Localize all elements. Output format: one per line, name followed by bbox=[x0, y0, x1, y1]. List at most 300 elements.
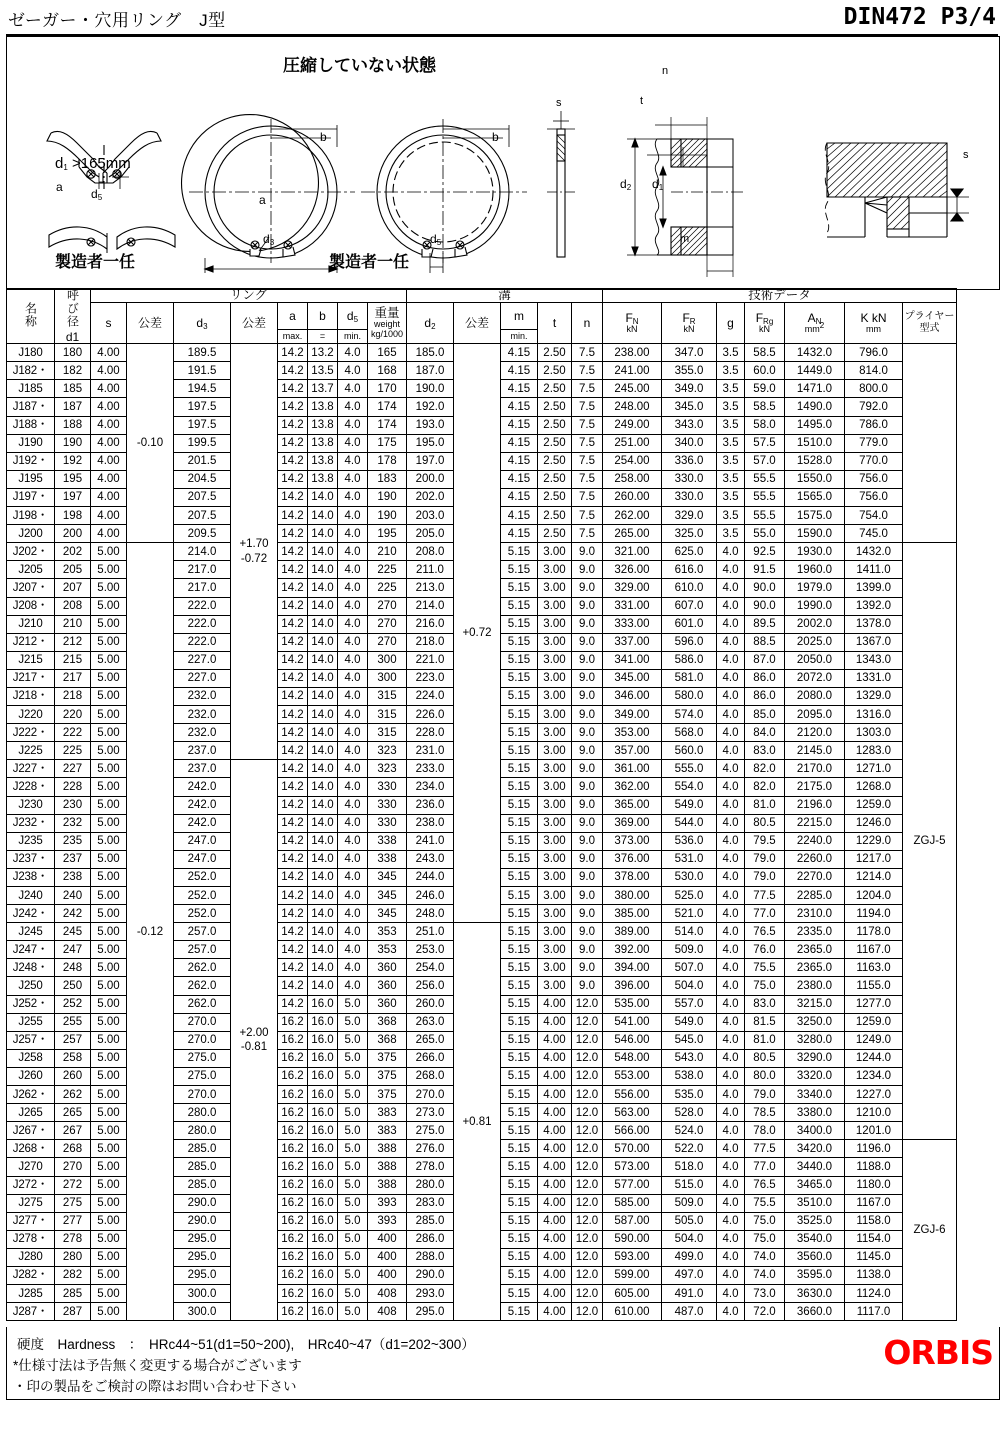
cell-b: 13.7 bbox=[308, 380, 338, 398]
cell-n: 9.0 bbox=[572, 724, 603, 742]
cell-tolerance-d2: +0.81 bbox=[454, 923, 501, 1321]
cell-d2: 211.0 bbox=[407, 561, 454, 579]
cell-a: 16.2 bbox=[278, 1086, 308, 1104]
cell-g: 4.0 bbox=[717, 850, 745, 868]
cell-an: 3400.0 bbox=[785, 1122, 845, 1140]
cell-s: 5.00 bbox=[91, 724, 127, 742]
cell-g: 4.0 bbox=[717, 561, 745, 579]
cell-weight: 300 bbox=[368, 669, 407, 687]
cell-name: J180 bbox=[7, 344, 55, 362]
cell-d1: 210 bbox=[55, 615, 91, 633]
cell-s: 5.00 bbox=[91, 1158, 127, 1176]
cell-d1: 225 bbox=[55, 742, 91, 760]
cell-fn: 262.00 bbox=[603, 507, 662, 525]
cell-d5: 5.0 bbox=[338, 1285, 368, 1303]
cell-d3: 197.5 bbox=[174, 398, 231, 416]
cell-a: 14.2 bbox=[278, 868, 308, 886]
cell-d5: 4.0 bbox=[338, 633, 368, 651]
diagram-label-m: m bbox=[680, 233, 690, 245]
cell-a: 16.2 bbox=[278, 1049, 308, 1067]
cell-an: 2050.0 bbox=[785, 651, 845, 669]
cell-d3: 217.0 bbox=[174, 579, 231, 597]
cell-weight: 190 bbox=[368, 488, 407, 506]
cell-b: 16.0 bbox=[308, 1158, 338, 1176]
cell-k: 1178.0 bbox=[845, 923, 903, 941]
cell-fr: 574.0 bbox=[662, 706, 717, 724]
cell-fr: 596.0 bbox=[662, 633, 717, 651]
cell-frg: 91.5 bbox=[745, 561, 785, 579]
cell-an: 1565.0 bbox=[785, 488, 845, 506]
cell-d5: 4.0 bbox=[338, 488, 368, 506]
cell-g: 4.0 bbox=[717, 977, 745, 995]
cell-d5: 4.0 bbox=[338, 434, 368, 452]
cell-n: 12.0 bbox=[572, 1031, 603, 1049]
cell-d3: 207.5 bbox=[174, 488, 231, 506]
cell-weight: 345 bbox=[368, 868, 407, 886]
cell-s: 5.00 bbox=[91, 633, 127, 651]
cell-t: 2.50 bbox=[538, 488, 572, 506]
cell-m: 5.15 bbox=[501, 959, 538, 977]
cell-an: 3320.0 bbox=[785, 1067, 845, 1085]
assembly-section-view bbox=[825, 143, 969, 237]
cell-a: 14.2 bbox=[278, 615, 308, 633]
cell-d1: 252 bbox=[55, 995, 91, 1013]
cell-k: 1259.0 bbox=[845, 796, 903, 814]
cell-n: 7.5 bbox=[572, 434, 603, 452]
cell-frg: 90.0 bbox=[745, 597, 785, 615]
cell-frg: 79.0 bbox=[745, 850, 785, 868]
cell-fn: 599.00 bbox=[603, 1266, 662, 1284]
cell-weight: 393 bbox=[368, 1194, 407, 1212]
cell-d5: 4.0 bbox=[338, 941, 368, 959]
cell-weight: 330 bbox=[368, 814, 407, 832]
cell-fr: 499.0 bbox=[662, 1248, 717, 1266]
cell-fn: 587.00 bbox=[603, 1212, 662, 1230]
cell-t: 3.00 bbox=[538, 814, 572, 832]
cell-g: 4.0 bbox=[717, 742, 745, 760]
cell-t: 3.00 bbox=[538, 543, 572, 561]
cell-fr: 580.0 bbox=[662, 687, 717, 705]
cell-fn: 369.00 bbox=[603, 814, 662, 832]
cell-s: 5.00 bbox=[91, 796, 127, 814]
cell-name: J197・ bbox=[7, 488, 55, 506]
cell-weight: 388 bbox=[368, 1176, 407, 1194]
cell-t: 3.00 bbox=[538, 579, 572, 597]
cell-g: 4.0 bbox=[717, 778, 745, 796]
footer-hardness: 硬度 Hardness ： HRc44~51(d1=50~200), HRc40~47（d1=202~300） bbox=[17, 1337, 475, 1352]
cell-d5: 4.0 bbox=[338, 651, 368, 669]
cell-a: 14.2 bbox=[278, 434, 308, 452]
cell-d2: 233.0 bbox=[407, 760, 454, 778]
cell-d5: 4.0 bbox=[338, 724, 368, 742]
cell-name: J232・ bbox=[7, 814, 55, 832]
cell-d3: 300.0 bbox=[174, 1303, 231, 1321]
cell-s: 4.00 bbox=[91, 362, 127, 380]
cell-d3: 222.0 bbox=[174, 615, 231, 633]
cell-frg: 55.5 bbox=[745, 488, 785, 506]
cell-m: 5.15 bbox=[501, 1140, 538, 1158]
cell-d2: 202.0 bbox=[407, 488, 454, 506]
cell-d5: 4.0 bbox=[338, 706, 368, 724]
cell-fr: 505.0 bbox=[662, 1212, 717, 1230]
cell-fr: 555.0 bbox=[662, 760, 717, 778]
cell-s: 5.00 bbox=[91, 687, 127, 705]
cell-d5: 4.0 bbox=[338, 669, 368, 687]
cell-g: 4.0 bbox=[717, 832, 745, 850]
cell-b: 14.0 bbox=[308, 760, 338, 778]
diagram-panel bbox=[6, 36, 1000, 290]
cell-d2: 241.0 bbox=[407, 832, 454, 850]
cell-s: 5.00 bbox=[91, 868, 127, 886]
cell-k: 1303.0 bbox=[845, 724, 903, 742]
cell-k: 800.0 bbox=[845, 380, 903, 398]
cell-an: 3280.0 bbox=[785, 1031, 845, 1049]
cell-m: 4.15 bbox=[501, 344, 538, 362]
cell-g: 4.0 bbox=[717, 579, 745, 597]
cell-b: 16.0 bbox=[308, 1248, 338, 1266]
cell-m: 5.15 bbox=[501, 1158, 538, 1176]
cell-name: J235 bbox=[7, 832, 55, 850]
diagram-label-b-1: b bbox=[320, 130, 327, 144]
cell-d5: 4.0 bbox=[338, 344, 368, 362]
cell-s: 4.00 bbox=[91, 398, 127, 416]
cell-s: 5.00 bbox=[91, 651, 127, 669]
cell-an: 2175.0 bbox=[785, 778, 845, 796]
cell-weight: 383 bbox=[368, 1122, 407, 1140]
cell-d2: 195.0 bbox=[407, 434, 454, 452]
cell-fn: 394.00 bbox=[603, 959, 662, 977]
cell-name: J272・ bbox=[7, 1176, 55, 1194]
cell-d2: 283.0 bbox=[407, 1194, 454, 1212]
cell-k: 1155.0 bbox=[845, 977, 903, 995]
cell-name: J222・ bbox=[7, 724, 55, 742]
cell-t: 4.00 bbox=[538, 1230, 572, 1248]
cell-m: 5.15 bbox=[501, 778, 538, 796]
cell-d1: 188 bbox=[55, 416, 91, 434]
cell-frg: 84.0 bbox=[745, 724, 785, 742]
cell-s: 4.00 bbox=[91, 470, 127, 488]
cell-d3: 262.0 bbox=[174, 995, 231, 1013]
cell-d3: 189.5 bbox=[174, 344, 231, 362]
cell-n: 9.0 bbox=[572, 742, 603, 760]
cell-b: 16.0 bbox=[308, 1104, 338, 1122]
cell-weight: 400 bbox=[368, 1248, 407, 1266]
cell-weight: 375 bbox=[368, 1067, 407, 1085]
col-group-tech: 技術データ bbox=[603, 289, 957, 303]
cell-d1: 267 bbox=[55, 1122, 91, 1140]
cell-frg: 79.0 bbox=[745, 868, 785, 886]
cell-name: J252・ bbox=[7, 995, 55, 1013]
cell-b: 14.0 bbox=[308, 977, 338, 995]
cell-d2: 185.0 bbox=[407, 344, 454, 362]
cell-weight: 375 bbox=[368, 1049, 407, 1067]
cell-fr: 568.0 bbox=[662, 724, 717, 742]
cell-g: 4.0 bbox=[717, 706, 745, 724]
cell-weight: 408 bbox=[368, 1285, 407, 1303]
col-header-g: g bbox=[717, 303, 745, 344]
cell-a: 14.2 bbox=[278, 633, 308, 651]
cell-g: 4.0 bbox=[717, 1248, 745, 1266]
cell-d2: 226.0 bbox=[407, 706, 454, 724]
cell-frg: 90.0 bbox=[745, 579, 785, 597]
cell-d3: 232.0 bbox=[174, 724, 231, 742]
cell-weight: 345 bbox=[368, 905, 407, 923]
cell-t: 4.00 bbox=[538, 1285, 572, 1303]
cell-d2: 280.0 bbox=[407, 1176, 454, 1194]
cell-m: 5.15 bbox=[501, 1303, 538, 1321]
diagram-caption-uncompressed: 圧縮していない状態 bbox=[283, 56, 436, 75]
cell-tolerance-d3: +1.70 -0.72 bbox=[231, 344, 278, 760]
cell-s: 5.00 bbox=[91, 959, 127, 977]
cell-a: 14.2 bbox=[278, 380, 308, 398]
cell-b: 13.8 bbox=[308, 398, 338, 416]
cell-d2: 273.0 bbox=[407, 1104, 454, 1122]
cell-s: 5.00 bbox=[91, 1086, 127, 1104]
cell-name: J220 bbox=[7, 706, 55, 724]
cell-d2: 193.0 bbox=[407, 416, 454, 434]
cell-fr: 524.0 bbox=[662, 1122, 717, 1140]
cell-name: J278・ bbox=[7, 1230, 55, 1248]
cell-d3: 222.0 bbox=[174, 633, 231, 651]
cell-d2: 203.0 bbox=[407, 507, 454, 525]
cell-d2: 263.0 bbox=[407, 1013, 454, 1031]
cell-t: 3.00 bbox=[538, 760, 572, 778]
cell-d3: 194.5 bbox=[174, 380, 231, 398]
cell-d1: 208 bbox=[55, 597, 91, 615]
cell-fr: 528.0 bbox=[662, 1104, 717, 1122]
cell-a: 14.2 bbox=[278, 995, 308, 1013]
cell-n: 12.0 bbox=[572, 1158, 603, 1176]
cell-d1: 278 bbox=[55, 1230, 91, 1248]
cell-a: 14.2 bbox=[278, 362, 308, 380]
cell-name: J248・ bbox=[7, 959, 55, 977]
cell-an: 2120.0 bbox=[785, 724, 845, 742]
cell-n: 12.0 bbox=[572, 1194, 603, 1212]
cell-g: 4.0 bbox=[717, 724, 745, 742]
cell-n: 12.0 bbox=[572, 995, 603, 1013]
cell-frg: 87.0 bbox=[745, 651, 785, 669]
cell-frg: 83.0 bbox=[745, 742, 785, 760]
cell-an: 1550.0 bbox=[785, 470, 845, 488]
cell-a: 14.2 bbox=[278, 850, 308, 868]
cell-t: 2.50 bbox=[538, 452, 572, 470]
cell-frg: 74.0 bbox=[745, 1266, 785, 1284]
cell-m: 5.15 bbox=[501, 1266, 538, 1284]
cell-g: 4.0 bbox=[717, 887, 745, 905]
cell-d1: 187 bbox=[55, 398, 91, 416]
cell-t: 3.00 bbox=[538, 651, 572, 669]
cell-n: 9.0 bbox=[572, 796, 603, 814]
cell-an: 2270.0 bbox=[785, 868, 845, 886]
cell-an: 1528.0 bbox=[785, 452, 845, 470]
cell-weight: 400 bbox=[368, 1266, 407, 1284]
col-header-nominal: 呼び径 d1 bbox=[55, 289, 91, 344]
cell-n: 12.0 bbox=[572, 1176, 603, 1194]
table-body bbox=[7, 344, 957, 1321]
cell-name: J245 bbox=[7, 923, 55, 941]
cell-d5: 4.0 bbox=[338, 959, 368, 977]
cell-a: 14.2 bbox=[278, 543, 308, 561]
cell-b: 14.0 bbox=[308, 507, 338, 525]
cell-t: 4.00 bbox=[538, 1158, 572, 1176]
cell-n: 9.0 bbox=[572, 615, 603, 633]
cell-fn: 353.00 bbox=[603, 724, 662, 742]
cell-t: 3.00 bbox=[538, 742, 572, 760]
cell-fr: 491.0 bbox=[662, 1285, 717, 1303]
cell-fr: 586.0 bbox=[662, 651, 717, 669]
cell-d2: 244.0 bbox=[407, 868, 454, 886]
cell-d2: 288.0 bbox=[407, 1248, 454, 1266]
cell-b: 14.0 bbox=[308, 561, 338, 579]
cell-fn: 361.00 bbox=[603, 760, 662, 778]
cell-b: 14.0 bbox=[308, 724, 338, 742]
cell-frg: 60.0 bbox=[745, 362, 785, 380]
cell-weight: 315 bbox=[368, 724, 407, 742]
cell-k: 1194.0 bbox=[845, 905, 903, 923]
cell-k: 754.0 bbox=[845, 507, 903, 525]
cell-fr: 581.0 bbox=[662, 669, 717, 687]
cell-frg: 76.5 bbox=[745, 1176, 785, 1194]
cell-weight: 225 bbox=[368, 579, 407, 597]
cell-a: 14.2 bbox=[278, 470, 308, 488]
cell-a: 16.2 bbox=[278, 1031, 308, 1049]
cell-frg: 86.0 bbox=[745, 687, 785, 705]
cell-an: 2196.0 bbox=[785, 796, 845, 814]
cell-fr: 554.0 bbox=[662, 778, 717, 796]
cell-g: 4.0 bbox=[717, 597, 745, 615]
cell-fr: 557.0 bbox=[662, 995, 717, 1013]
cell-t: 2.50 bbox=[538, 362, 572, 380]
cell-g: 4.0 bbox=[717, 1266, 745, 1284]
cell-m: 5.15 bbox=[501, 1067, 538, 1085]
cell-an: 1590.0 bbox=[785, 525, 845, 543]
cell-m: 5.15 bbox=[501, 1049, 538, 1067]
cell-fn: 385.00 bbox=[603, 905, 662, 923]
col-header-t: t bbox=[538, 303, 572, 344]
cell-weight: 330 bbox=[368, 796, 407, 814]
cell-d3: 252.0 bbox=[174, 868, 231, 886]
cell-fn: 362.00 bbox=[603, 778, 662, 796]
cell-an: 3465.0 bbox=[785, 1176, 845, 1194]
cell-k: 1167.0 bbox=[845, 941, 903, 959]
cell-d3: 257.0 bbox=[174, 941, 231, 959]
cell-d3: 285.0 bbox=[174, 1158, 231, 1176]
cell-fr: 330.0 bbox=[662, 470, 717, 488]
cell-m: 4.15 bbox=[501, 525, 538, 543]
cell-weight: 270 bbox=[368, 633, 407, 651]
cell-k: 796.0 bbox=[845, 344, 903, 362]
cell-n: 9.0 bbox=[572, 778, 603, 796]
cell-g: 4.0 bbox=[717, 796, 745, 814]
cell-name: J190 bbox=[7, 434, 55, 452]
cell-d5: 4.0 bbox=[338, 398, 368, 416]
cell-frg: 57.0 bbox=[745, 452, 785, 470]
cell-weight: 345 bbox=[368, 887, 407, 905]
cell-b: 14.0 bbox=[308, 597, 338, 615]
cell-weight: 368 bbox=[368, 1013, 407, 1031]
col-subheader-m-min: min. bbox=[501, 329, 538, 343]
cell-n: 12.0 bbox=[572, 1266, 603, 1284]
cell-fr: 330.0 bbox=[662, 488, 717, 506]
cell-k: 1367.0 bbox=[845, 633, 903, 651]
cell-fn: 577.00 bbox=[603, 1176, 662, 1194]
cell-frg: 76.5 bbox=[745, 923, 785, 941]
diagram-maker-note-mid: 製造者一任 bbox=[329, 254, 410, 271]
cell-d2: 290.0 bbox=[407, 1266, 454, 1284]
cell-d2: 275.0 bbox=[407, 1122, 454, 1140]
cell-s: 4.00 bbox=[91, 525, 127, 543]
cell-k: 756.0 bbox=[845, 470, 903, 488]
cell-d2: 205.0 bbox=[407, 525, 454, 543]
cell-fn: 329.00 bbox=[603, 579, 662, 597]
cell-m: 5.15 bbox=[501, 742, 538, 760]
diagram-label-a-1: a bbox=[259, 193, 266, 207]
cell-an: 3420.0 bbox=[785, 1140, 845, 1158]
cell-fn: 248.00 bbox=[603, 398, 662, 416]
cell-n: 12.0 bbox=[572, 1140, 603, 1158]
cell-frg: 78.5 bbox=[745, 1104, 785, 1122]
col-header-tol-d2: 公差 bbox=[454, 303, 501, 344]
cell-m: 5.15 bbox=[501, 1230, 538, 1248]
cell-d1: 232 bbox=[55, 814, 91, 832]
cell-t: 2.50 bbox=[538, 344, 572, 362]
cell-d1: 250 bbox=[55, 977, 91, 995]
cell-b: 14.0 bbox=[308, 868, 338, 886]
cell-g: 4.0 bbox=[717, 1230, 745, 1248]
cell-weight: 375 bbox=[368, 1086, 407, 1104]
cell-d2: 248.0 bbox=[407, 905, 454, 923]
cell-fn: 254.00 bbox=[603, 452, 662, 470]
cell-g: 4.0 bbox=[717, 923, 745, 941]
cell-frg: 80.5 bbox=[745, 814, 785, 832]
cell-weight: 170 bbox=[368, 380, 407, 398]
cell-fn: 548.00 bbox=[603, 1049, 662, 1067]
cell-fn: 392.00 bbox=[603, 941, 662, 959]
cell-k: 1210.0 bbox=[845, 1104, 903, 1122]
cell-d1: 260 bbox=[55, 1067, 91, 1085]
cell-weight: 195 bbox=[368, 525, 407, 543]
cell-s: 5.00 bbox=[91, 1122, 127, 1140]
cell-b: 16.0 bbox=[308, 1230, 338, 1248]
cell-d2: 254.0 bbox=[407, 959, 454, 977]
cell-g: 4.0 bbox=[717, 687, 745, 705]
cell-g: 3.5 bbox=[717, 507, 745, 525]
cell-weight: 174 bbox=[368, 416, 407, 434]
cell-an: 2170.0 bbox=[785, 760, 845, 778]
cell-d5: 5.0 bbox=[338, 1049, 368, 1067]
cell-d2: 200.0 bbox=[407, 470, 454, 488]
cell-s: 5.00 bbox=[91, 543, 127, 561]
cell-a: 14.2 bbox=[278, 814, 308, 832]
cell-s: 5.00 bbox=[91, 832, 127, 850]
cell-d2: 218.0 bbox=[407, 633, 454, 651]
cell-d1: 258 bbox=[55, 1049, 91, 1067]
cell-fr: 504.0 bbox=[662, 1230, 717, 1248]
cell-g: 4.0 bbox=[717, 1031, 745, 1049]
cell-d2: 224.0 bbox=[407, 687, 454, 705]
cell-n: 9.0 bbox=[572, 633, 603, 651]
cell-fn: 376.00 bbox=[603, 850, 662, 868]
col-header-an: $A_N$ $mm^2$ bbox=[785, 303, 845, 344]
cell-name: J267・ bbox=[7, 1122, 55, 1140]
cell-s: 5.00 bbox=[91, 1176, 127, 1194]
cell-k: 779.0 bbox=[845, 434, 903, 452]
cell-t: 3.00 bbox=[538, 597, 572, 615]
cell-n: 12.0 bbox=[572, 1248, 603, 1266]
cell-fr: 349.0 bbox=[662, 380, 717, 398]
col-header-d3: $d_3$ bbox=[174, 303, 231, 344]
cell-plier-type bbox=[903, 344, 957, 543]
